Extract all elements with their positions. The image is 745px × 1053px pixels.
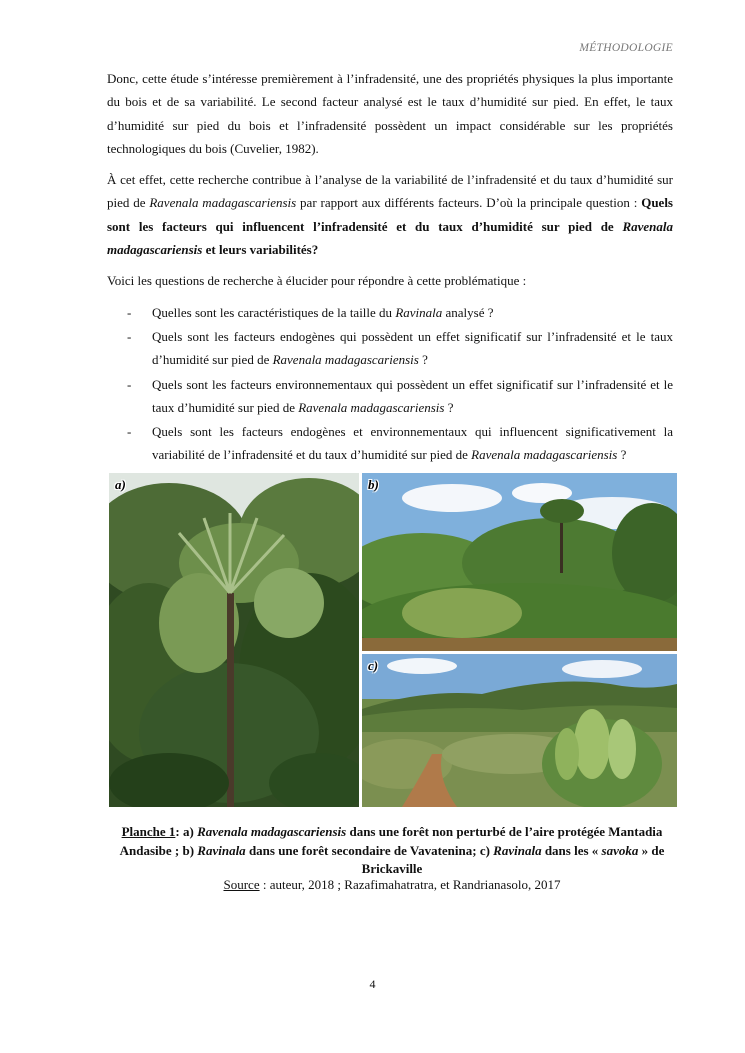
research-questions-list bbox=[107, 301, 673, 467]
caption-label: Planche 1 bbox=[121, 824, 176, 839]
list-item: - Quels sont les facteurs environnementaux qui possèdent un effet significatif sur l’infradensité et le taux d’humidité sur pied de Ravenala madagascariensis ? bbox=[127, 376, 673, 415]
list-item: - Quels sont les facteurs endogènes qui possèdent un effet significatif sur l’infradensité et le taux d’humidité sur pied de Ravenala madagascariensis ? bbox=[127, 328, 673, 368]
body-text bbox=[107, 67, 673, 468]
photo-b-label: b) bbox=[368, 477, 379, 492]
photo-plate bbox=[109, 473, 677, 807]
photo-c-label: c) bbox=[368, 658, 379, 673]
main-question: Quels sont les facteurs qui influencent l’infradensité et du taux d’humidité sur pied de Ravenala madagascariensis et leurs variabilités? bbox=[107, 195, 673, 258]
running-header: MÉTHODOLOGIE bbox=[579, 42, 673, 54]
list-item: - Quels sont les facteurs endogènes et environnementaux qui influencent significativement la variabilité de l’infradensité et du taux d’humidité sur pied de Ravenala madagascariensis ? bbox=[127, 424, 673, 463]
photo-a-label: a) bbox=[115, 477, 126, 492]
species-name: Ravenala madagascariensis bbox=[149, 195, 297, 211]
page-number: 4 bbox=[369, 977, 376, 991]
paragraph-2: À cet effet, cette recherche contribue à l’analyse de la variabilité de l’infradensité et du taux d’humidité sur pied de Ravenala madagascariensis par rapport aux différents facteurs. D’où la principale question : Quels sont les facteurs qui influencent l’infradensité et du taux d’humidité sur pied de Ravenala madagascariensis et leurs variabilités? bbox=[107, 172, 673, 258]
questions-intro: Voici les questions de recherche à élucider pour répondre à cette problématique : bbox=[107, 273, 527, 289]
figure-caption: Planche 1: a) Ravenala madagascariensis dans une forêt non perturbé de l’aire protégée Mantadia Andasibe ; b) Ravinala dans une forêt secondaire de Vavatenina; c) Ravinala dans les « savoka » de Brickaville bbox=[119, 824, 665, 876]
source-label: Source bbox=[223, 877, 260, 892]
figure-source: Source : auteur, 2018 ; Razafimahatratra, et Randrianasolo, 2017 bbox=[223, 877, 561, 892]
list-item: - Quelles sont les caractéristiques de la taille du Ravinala analysé ? bbox=[127, 304, 494, 320]
photo-b-secondary-forest bbox=[362, 473, 677, 651]
paragraph-1: Donc, cette étude s’intéresse premièrement à l’infradensité, une des propriétés physiques la plus importante du bois et de sa variabilité. Le second facteur analysé est le taux d’humidité sur pied. En effet, le taux d’humidité sur pied du bois et l’infradensité possèdent un impact considérable sur les propriétés technologiques du bois (Cuvelier, 1982). bbox=[107, 71, 673, 156]
photo-a-forest bbox=[109, 473, 359, 807]
photo-c-savoka-landscape bbox=[362, 654, 677, 807]
